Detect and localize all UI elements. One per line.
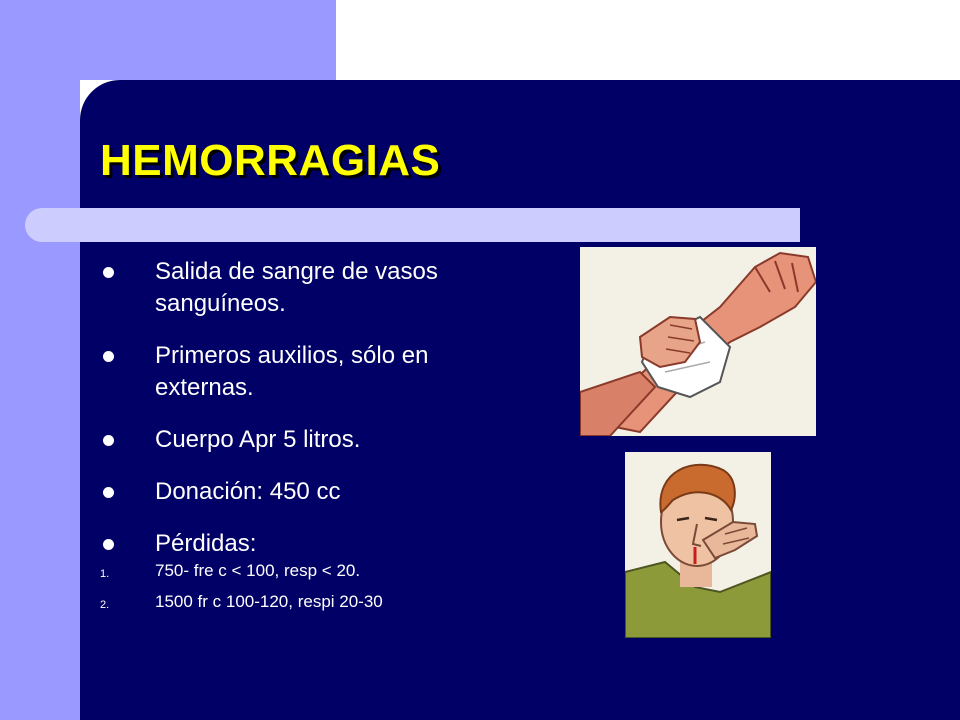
bullet-text: Primeros auxilios, sólo en externas. (155, 342, 429, 401)
bullet-dot-icon (103, 267, 114, 278)
nosebleed-illustration (625, 452, 771, 638)
bullet-text: Cuerpo Apr 5 litros. (155, 426, 361, 453)
wrist-bandage-illustration (580, 247, 816, 436)
bullet-item (100, 256, 500, 320)
bullet-dot-icon (103, 351, 114, 362)
bullet-item (100, 340, 500, 404)
item-text: 1500 fr c 100-120, respi 20-30 (155, 592, 383, 611)
title-underline-bar (25, 208, 800, 242)
bullet-text: Donación: 450 cc (155, 478, 341, 505)
bullet-list (100, 256, 500, 580)
bullet-dot-icon (103, 487, 114, 498)
bullet-dot-icon (103, 435, 114, 446)
item-text: 750- fre c < 100, resp < 20. (155, 561, 361, 580)
numbered-item (100, 560, 383, 582)
slide-title: HEMORRAGIAS (100, 136, 441, 185)
left-accent-strip (0, 0, 80, 720)
bullet-text: Pérdidas: (155, 530, 257, 557)
bullet-dot-icon (103, 539, 114, 550)
numbered-item (100, 591, 383, 613)
numbered-list (100, 560, 383, 622)
bullet-text: Salida de sangre de vasos sanguíneos. (155, 258, 438, 317)
bullet-item (100, 528, 500, 560)
item-number: 1. (100, 568, 110, 580)
bullet-item (100, 424, 500, 456)
bullet-item (100, 476, 500, 508)
item-number: 2. (100, 599, 110, 611)
